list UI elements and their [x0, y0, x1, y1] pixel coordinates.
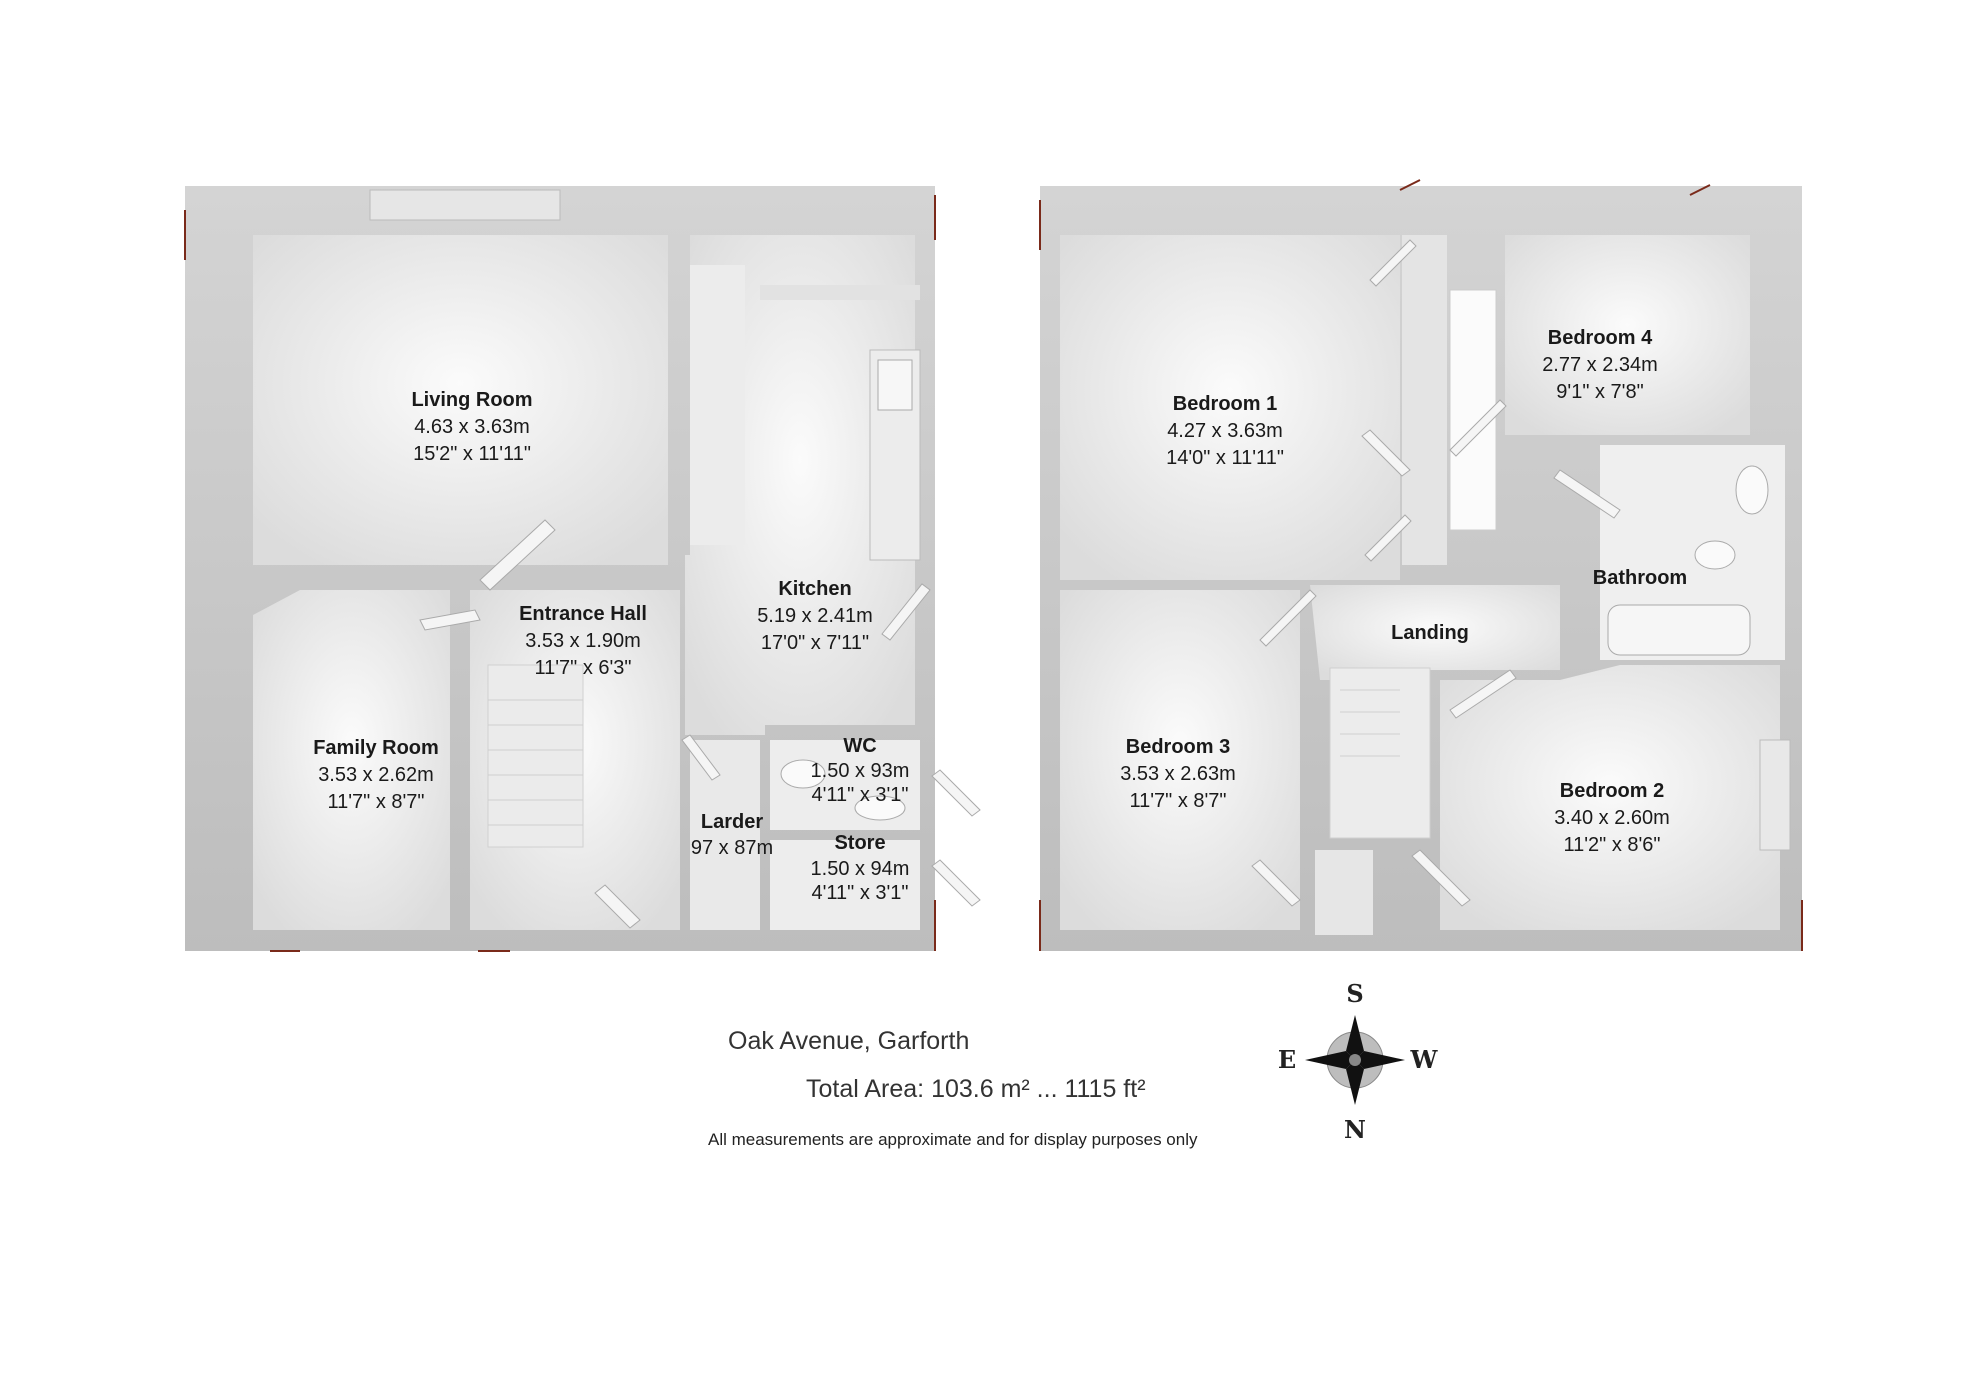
entrance-hall-metric: 3.53 x 1.90m — [525, 630, 641, 652]
wc-metric: 1.50 x 93m — [810, 760, 910, 782]
bathroom-label: Bathroom — [1592, 567, 1688, 589]
wardrobe — [1450, 290, 1496, 530]
wardrobe — [1402, 235, 1447, 565]
bath-icon — [1608, 605, 1750, 655]
basin-icon — [1736, 466, 1768, 514]
window-icon — [1760, 740, 1790, 850]
larder-floor — [690, 740, 760, 930]
bedroom-1-imperial: 14'0" x 11'11" — [1166, 447, 1284, 469]
larder-label: Larder — [700, 811, 764, 833]
toilet-icon — [1695, 541, 1735, 569]
kitchen-metric: 5.19 x 2.41m — [757, 605, 873, 627]
landing-label: Landing — [1391, 622, 1469, 644]
entrance-hall-label: Entrance Hall — [519, 603, 647, 625]
wc-label: WC — [843, 735, 877, 757]
bedroom-1-label: Bedroom 1 — [1172, 393, 1278, 415]
bedroom-4-imperial: 9'1" x 7'8" — [1556, 381, 1644, 403]
family-room-floor — [253, 590, 450, 930]
bedroom-4-metric: 2.77 x 2.34m — [1542, 354, 1658, 376]
entrance-hall-imperial: 11'7" x 6'3" — [534, 657, 632, 679]
compass-east-label: E — [1277, 1045, 1297, 1074]
kitchen-imperial: 17'0" x 7'11" — [760, 632, 870, 654]
wc-imperial: 4'11" x 3'1" — [811, 784, 909, 806]
sink-icon — [878, 360, 912, 410]
staircase-icon — [488, 665, 583, 847]
living-room-imperial: 15'2" x 11'11" — [413, 443, 531, 465]
family-room-metric: 3.53 x 2.62m — [318, 764, 434, 786]
living-room-metric: 4.63 x 3.63m — [414, 416, 530, 438]
bedroom-2-metric: 3.40 x 2.60m — [1554, 807, 1670, 829]
bedroom-3-imperial: 11'7" x 8'7" — [1129, 790, 1227, 812]
kitchen-worktop — [760, 285, 920, 300]
bedroom-3-label: Bedroom 3 — [1125, 736, 1231, 758]
compass-south-label: S — [1346, 979, 1364, 1008]
window-icon — [370, 190, 560, 220]
family-room-label: Family Room — [313, 737, 439, 759]
family-room-imperial: 11'7" x 8'7" — [327, 791, 425, 813]
measurement-disclaimer: All measurements are approximate and for display purposes only — [708, 1130, 1198, 1149]
store-imperial: 4'11" x 3'1" — [811, 882, 909, 904]
bedroom-3-metric: 3.53 x 2.63m — [1120, 763, 1236, 785]
bedroom-1-metric: 4.27 x 3.63m — [1167, 420, 1283, 442]
living-room-label: Living Room — [411, 389, 533, 411]
bedroom-4-label: Bedroom 4 — [1547, 327, 1653, 349]
compass-north-label: N — [1344, 1115, 1366, 1144]
first-floor-plan — [1040, 180, 1802, 951]
kitchen-label: Kitchen — [778, 578, 852, 600]
bedroom-2-imperial: 11'2" x 8'6" — [1563, 834, 1661, 856]
larder-metric: 97 x 87m — [690, 837, 774, 859]
store-label: Store — [834, 832, 886, 854]
property-address: Oak Avenue, Garforth — [728, 1027, 970, 1055]
compass-icon — [1278, 979, 1439, 1144]
store-metric: 1.50 x 94m — [810, 858, 910, 880]
kitchen-worktop — [690, 265, 745, 545]
compass-west-label: W — [1410, 1045, 1438, 1074]
bedroom-2-label: Bedroom 2 — [1559, 780, 1665, 802]
total-area: Total Area: 103.6 m² ... 1115 ft² — [806, 1075, 1146, 1103]
